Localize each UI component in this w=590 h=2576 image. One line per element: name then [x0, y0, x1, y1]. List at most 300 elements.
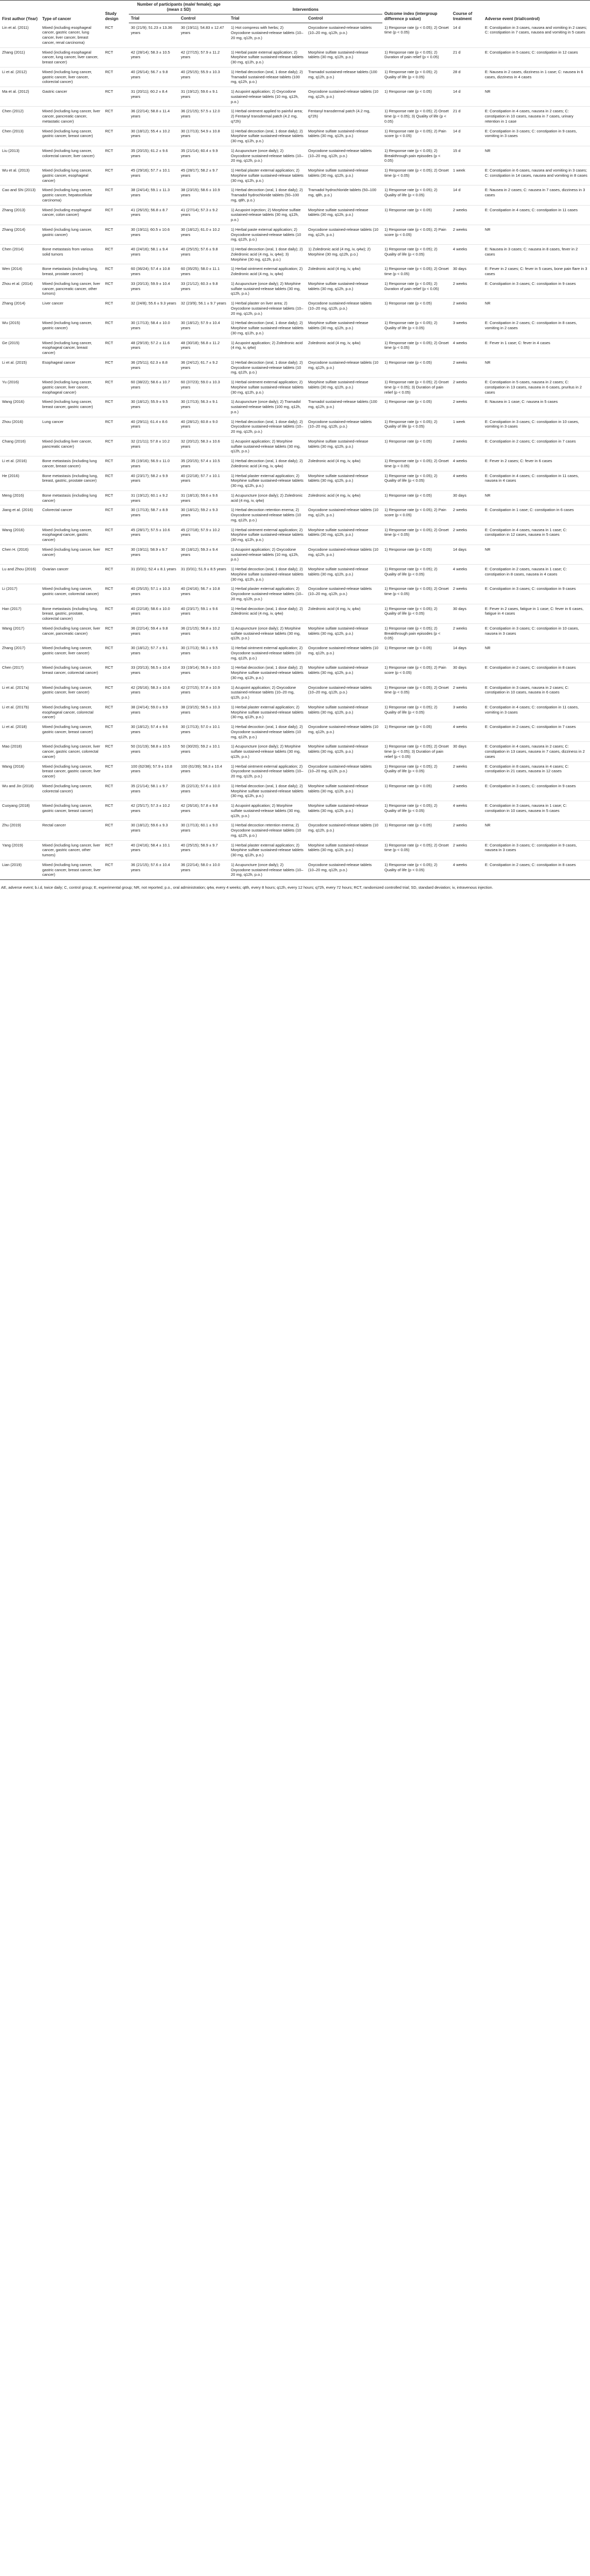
cell-outcome: 1) Response rate (p < 0.05); 2) Pain score (p < 0.05) [382, 505, 451, 525]
cell-course: 14 d [451, 23, 483, 48]
cell-participants-trial: 40 (24/16); 58.1 ± 9.4 years [129, 245, 179, 264]
cell-study: Han (2017) [0, 604, 40, 623]
table-row [0, 471, 590, 490]
cell-intervention-trial: 1) Herbal plaster external application; 2) Morphine sulfate sustained-release tablets (30 mg, q12h, p.o.) [229, 471, 306, 490]
cell-outcome: 1) Response rate (p < 0.05); 2) Quality of life (p < 0.05) [382, 318, 451, 338]
cell-study: Meng (2016) [0, 490, 40, 505]
cell-intervention-control: Fentanyl transdermal patch (4.2 mg, q72h) [306, 107, 382, 126]
cell-participants-control: 60 (37/23); 59.0 ± 10.3 years [179, 378, 229, 397]
cell-study: Wang (2017) [0, 623, 40, 643]
cell-intervention-trial: 1) Acupoint application; 2) Oxycodone sustained-release tablets (10–20 mg, q12h, p.o.) [229, 683, 306, 702]
cell-cancer-type: Mixed (including lung cancer, gastric cancer, liver cancer) [40, 683, 103, 702]
cell-cancer-type: Esophageal cancer [40, 358, 103, 377]
cell-adverse-event: E: Constipation in 3 cases; C: constipation in 9 cases [483, 781, 590, 801]
cell-intervention-control: Oxycodone sustained-release tablets (10–20 mg, q12h, p.o.) [306, 584, 382, 604]
cell-adverse-event: E: Constipation in 4 cases, nausea in 2 cases; C: constipation in 13 cases, nausea in 7 cases, dizziness in 2 cases [483, 742, 590, 761]
cell-study: Zhang (2017) [0, 643, 40, 663]
cell-course: 2 weeks [451, 781, 483, 801]
cell-intervention-control: Zoledronic acid (4 mg, iv, q4w) [306, 264, 382, 279]
cell-outcome: 1) Response rate (p < 0.05); 2) Breakthrough pain episodes (p < 0.05) [382, 146, 451, 165]
cell-intervention-control: Tramadol sustained-release tablets (100 mg, q12h, p.o.) [306, 67, 382, 87]
cell-intervention-trial: 1) Herbal ointment applied to painful area; 2) Fentanyl transdermal patch (4.2 mg, q72h) [229, 107, 306, 126]
cell-participants-control: 33 (19/14); 56.9 ± 10.0 years [179, 663, 229, 683]
cell-intervention-trial: 1) Herbal ointment external application; 2) Oxycodone sustained-release tablets (10–20 mg, q12h, p.o.) [229, 761, 306, 781]
table-row [0, 318, 590, 338]
cell-course: 30 days [451, 604, 483, 623]
study-characteristics-table [0, 0, 590, 880]
table-row [0, 801, 590, 821]
table-row [0, 126, 590, 146]
cell-adverse-event: E: Constipation in 4 cases, nausea in 2 cases; C: constipation in 10 cases, nausea in 7 cases, urinary retention in 1 case [483, 107, 590, 126]
cell-cancer-type: Mixed (including lung cancer, colorectal cancer, liver cancer) [40, 146, 103, 165]
cell-cancer-type: Gastric cancer [40, 87, 103, 107]
cell-study: Chen (2017) [0, 663, 40, 683]
table-row [0, 47, 590, 67]
cell-participants-trial: 35 (20/15); 61.2 ± 9.6 years [129, 146, 179, 165]
cell-cancer-type: Mixed (including lung cancer, breast cancer, gastric cancer) [40, 397, 103, 417]
cell-design: RCT [103, 702, 129, 722]
cell-cancer-type: Mixed (including lung cancer, gastric cancer) [40, 225, 103, 244]
cell-outcome: 1) Response rate (p < 0.05); 2) Onset time (p < 0.05) [382, 338, 451, 358]
cell-study: Wu and Jin (2018) [0, 781, 40, 801]
cell-adverse-event: E: Constipation in 3 cases, nausea in 1 case; C: constipation in 10 cases, nausea in 5 cases [483, 801, 590, 821]
table-row [0, 683, 590, 702]
cell-outcome: 1) Response rate (p < 0.05); 2) Breakthrough pain episodes (p < 0.05) [382, 623, 451, 643]
cell-study: Wang (2016) [0, 397, 40, 417]
cell-adverse-event: E: Constipation in 3 cases; C: constipation in 9 cases [483, 279, 590, 298]
cell-design: RCT [103, 146, 129, 165]
cell-design: RCT [103, 245, 129, 264]
cell-outcome: 1) Response rate (p < 0.05); 2) Quality of life (p < 0.05) [382, 185, 451, 205]
cell-intervention-control: Morphine sulfate sustained-release tablets (30 mg, q12h, p.o.) [306, 742, 382, 761]
cell-cancer-type: Bone metastasis (including lung cancer, breast cancer) [40, 456, 103, 471]
header-study: First author (Year) [0, 1, 40, 23]
cell-intervention-trial: 1) Herbal decoction (oral, 1 dose daily); 2) Oxycodone sustained-release tablets (10 mg, q12h, p.o.) [229, 722, 306, 742]
header-interventions-control: Control [306, 14, 382, 23]
cell-participants-trial: 50 (31/19); 58.8 ± 10.5 years [129, 742, 179, 761]
cell-adverse-event: E: Constipation in 2 cases; C: constipation in 8 cases [483, 860, 590, 879]
table-row [0, 23, 590, 48]
cell-intervention-control: Morphine sulfate sustained-release tablets (30 mg, q12h, p.o.) [306, 378, 382, 397]
cell-design: RCT [103, 264, 129, 279]
table-row [0, 781, 590, 801]
cell-intervention-control: Zoledronic acid (4 mg, iv, q4w) [306, 490, 382, 505]
header-interventions-trial: Trial [229, 14, 306, 23]
header-participants: Number of participants (male/ female); age (mean ± SD) [129, 1, 229, 14]
cell-outcome: 1) Response rate (p < 0.05) [382, 87, 451, 107]
cell-participants-trial: 60 (36/24); 57.4 ± 10.8 years [129, 264, 179, 279]
cell-adverse-event: E: Constipation in 2 cases; C: constipation in 8 cases [483, 663, 590, 683]
cell-outcome: 1) Response rate (p < 0.05); 2) Duration of pain relief (p < 0.05) [382, 47, 451, 67]
cell-design: RCT [103, 722, 129, 742]
cell-design: RCT [103, 643, 129, 663]
cell-cancer-type: Mixed (including lung cancer, gastric cancer, esophageal cancer) [40, 166, 103, 185]
cell-study: Li et al. (2017a) [0, 683, 40, 702]
cell-study: Chen (2013) [0, 126, 40, 146]
cell-adverse-event: NR [483, 358, 590, 377]
cell-intervention-trial: 1) Acupuncture (once daily); 2) Oxycodone sustained-release tablets (10–20 mg, q12h, p.o.) [229, 860, 306, 879]
cell-design: RCT [103, 87, 129, 107]
cell-outcome: 1) Response rate (p < 0.05); 2) Quality of life (p < 0.05) [382, 565, 451, 584]
cell-cancer-type: Colorectal cancer [40, 505, 103, 525]
cell-course: 14 days [451, 643, 483, 663]
cell-design: RCT [103, 565, 129, 584]
cell-outcome: 1) Response rate (p < 0.05); 2) Quality of life (p < 0.05) [382, 67, 451, 87]
cell-intervention-control: Oxycodone sustained-release tablets (10–20 mg, q12h, p.o.) [306, 299, 382, 318]
cell-participants-trial: 100 (62/38); 57.9 ± 10.8 years [129, 761, 179, 781]
header-course: Course of treatment [451, 1, 483, 23]
header-participants-trial: Trial [129, 14, 179, 23]
cell-adverse-event: NR [483, 643, 590, 663]
cell-outcome: 1) Response rate (p < 0.05); 2) Quality of life (p < 0.05) [382, 245, 451, 264]
cell-adverse-event: E: Constipation in 8 cases, nausea in 4 cases; C: constipation in 21 cases, nausea in 12 cases [483, 761, 590, 781]
cell-participants-trial: 30 (17/13); 58.4 ± 10.0 years [129, 318, 179, 338]
cell-intervention-control: Morphine sulfate sustained-release tablets (30 mg, q12h, p.o.) [306, 565, 382, 584]
cell-intervention-trial: 1) Acupuncture (once daily); 2) Morphine sulfate sustained-release tablets (30 mg, q12h, p.o.) [229, 623, 306, 643]
cell-study: Ma et al. (2012) [0, 87, 40, 107]
cell-participants-control: 30 (17/13); 57.0 ± 10.1 years [179, 722, 229, 742]
cell-intervention-trial: 1) Herbal plaster external application; 2) Morphine sulfate sustained-release tablets (30 mg, q12h, p.o.) [229, 840, 306, 860]
cell-participants-control: 30 (18/12); 59.2 ± 9.3 years [179, 505, 229, 525]
cell-design: RCT [103, 185, 129, 205]
cell-adverse-event: E: Constipation in 2 cases; C: constipation in 7 cases [483, 436, 590, 456]
cell-intervention-trial: 1) Herbal decoction retention enema; 2) Oxycodone sustained-release tablets (10 mg, q12h, p.o.) [229, 821, 306, 840]
cell-adverse-event: E: Constipation in 3 cases, nausea in 2 cases; C: constipation in 10 cases, nausea in 6 cases [483, 683, 590, 702]
cell-outcome: 1) Response rate (p < 0.05) [382, 722, 451, 742]
cell-study: Li et al. (2015) [0, 358, 40, 377]
cell-design: RCT [103, 397, 129, 417]
cell-participants-control: 30 (17/13); 54.9 ± 10.8 years [179, 126, 229, 146]
header-cancer-type: Type of cancer [40, 1, 103, 23]
cell-intervention-trial: 1) Herbal decoction (oral, 1 dose daily); 2) Zoledronic acid (4 mg, iv, q4w) [229, 456, 306, 471]
cell-adverse-event: E: Constipation in 3 cases; C: constipation in 9 cases, vomiting in 3 cases [483, 126, 590, 146]
cell-intervention-trial: 1) Herbal plaster external application; 2) Oxycodone sustained-release tablets (10–20 mg, q12h, p.o.) [229, 584, 306, 604]
cell-outcome: 1) Response rate (p < 0.05); 2) Quality of life (p < 0.05) [382, 471, 451, 490]
table-row [0, 525, 590, 545]
cell-design: RCT [103, 67, 129, 87]
cell-adverse-event: E: Constipation in 6 cases, nausea and vomiting in 3 cases; C: constipation in 14 cases, nausea and vomiting in 8 cases [483, 166, 590, 185]
cell-participants-trial: 30 (17/13); 58.7 ± 8.9 years [129, 505, 179, 525]
cell-study: Yang (2019) [0, 840, 40, 860]
cell-course: 4 weeks [451, 801, 483, 821]
cell-intervention-control: Oxycodone sustained-release tablets (10 mg, q12h, p.o.) [306, 821, 382, 840]
cell-intervention-trial: 1) Herbal decoction (oral, 1 dose daily); 2) Oxycodone sustained-release tablets (10 mg, q12h, p.o.) [229, 358, 306, 377]
cell-participants-trial: 30 (18/12); 57.7 ± 9.1 years [129, 643, 179, 663]
cell-intervention-control: Morphine sulfate sustained-release tablets (30 mg, q12h, p.o.) [306, 702, 382, 722]
cell-study: Chang (2016) [0, 436, 40, 456]
cell-intervention-control: Morphine sulfate sustained-release tablets (30 mg, q12h, p.o.) [306, 623, 382, 643]
cell-cancer-type: Mixed (including lung cancer, esophageal cancer, colorectal cancer) [40, 702, 103, 722]
cell-course: 14 d [451, 126, 483, 146]
cell-course: 30 days [451, 490, 483, 505]
cell-participants-trial: 41 (26/15); 56.8 ± 8.7 years [129, 205, 179, 225]
cell-study: Jiang et al. (2016) [0, 505, 40, 525]
cell-participants-control: 42 (27/15); 57.9 ± 11.2 years [179, 47, 229, 67]
table-row [0, 584, 590, 604]
table-row [0, 358, 590, 377]
cell-participants-trial: 45 (29/16); 57.7 ± 10.1 years [129, 166, 179, 185]
cell-participants-control: 36 (21/15); 58.8 ± 10.2 years [179, 623, 229, 643]
cell-participants-trial: 30 (18/12); 55.4 ± 10.2 years [129, 126, 179, 146]
cell-cancer-type: Rectal cancer [40, 821, 103, 840]
cell-design: RCT [103, 801, 129, 821]
cell-cancer-type: Bone metastasis (including lung cancer) [40, 490, 103, 505]
cell-intervention-control: Morphine sulfate sustained-release tablets (30 mg, q12h, p.o.) [306, 663, 382, 683]
cell-design: RCT [103, 860, 129, 879]
cell-course: 2 weeks [451, 505, 483, 525]
cell-cancer-type: Mixed (including esophageal cancer, gastric cancer, lung cancer, liver cancer, breast cancer, renal carcinoma) [40, 23, 103, 48]
cell-intervention-control: Zoledronic acid (4 mg, iv, q4w) [306, 604, 382, 623]
cell-participants-control: 60 (35/25); 58.0 ± 11.1 years [179, 264, 229, 279]
cell-course: 3 weeks [451, 702, 483, 722]
cell-intervention-trial: 1) Herbal ointment external application; 2) Zoledronic acid (4 mg, iv, q4w) [229, 264, 306, 279]
table-row [0, 87, 590, 107]
cell-intervention-control: Oxycodone sustained-release tablets (10 mg, q12h, p.o.) [306, 358, 382, 377]
cell-intervention-control: Morphine sulfate sustained-release tablets (30 mg, q12h, p.o.) [306, 318, 382, 338]
cell-course: 2 weeks [451, 358, 483, 377]
cell-adverse-event: NR [483, 821, 590, 840]
cell-outcome: 1) Response rate (p < 0.05) [382, 299, 451, 318]
cell-study: Zhang (2014) [0, 299, 40, 318]
cell-intervention-control: Oxycodone sustained-release tablets (10 mg, q12h, p.o.) [306, 87, 382, 107]
cell-design: RCT [103, 471, 129, 490]
cell-cancer-type: Mixed (including liver cancer, pancreatic cancer) [40, 436, 103, 456]
cell-course: 30 days [451, 663, 483, 683]
cell-study: Li (2017) [0, 584, 40, 604]
cell-participants-trial: 30 (19/11); 58.9 ± 9.7 years [129, 545, 179, 564]
cell-cancer-type: Bone metastasis from various solid tumors [40, 245, 103, 264]
cell-participants-control: 36 (22/14); 58.0 ± 10.0 years [179, 860, 229, 879]
cell-course: 2 weeks [451, 840, 483, 860]
cell-intervention-trial: 1) Herbal decoction (oral, 1 dose daily); 2) Zoledronic acid (4 mg, iv, q4w); 3) Morphine (30 mg, q12h, p.o.) [229, 245, 306, 264]
cell-design: RCT [103, 456, 129, 471]
cell-participants-trial: 30 (18/12); 55.9 ± 9.5 years [129, 397, 179, 417]
cell-cancer-type: Mixed (including lung cancer, breast cancer, gastric cancer, liver cancer) [40, 761, 103, 781]
cell-outcome: 1) Response rate (p < 0.05) [382, 358, 451, 377]
cell-course: 2 weeks [451, 397, 483, 417]
cell-participants-control: 40 (23/17); 59.1 ± 9.6 years [179, 604, 229, 623]
header-outcome: Outcome index (intergroup difference p value) [382, 1, 451, 23]
table-body [0, 23, 590, 880]
cell-adverse-event: E: Constipation in 3 cases; C: constipation in 10 cases, vomiting in 3 cases [483, 417, 590, 436]
cell-participants-trial: 40 (22/18); 58.6 ± 10.0 years [129, 604, 179, 623]
cell-intervention-trial: 1) Acupuncture (once daily); 2) Oxycodone sustained-release tablets (10–20 mg, q12h, p.o.) [229, 146, 306, 165]
cell-intervention-trial: 1) Herbal decoction (oral, 1 dose daily); 2) Morphine sulfate sustained-release tablets (30 mg, q12h, p.o.) [229, 663, 306, 683]
cell-study: Zhou et al. (2014) [0, 279, 40, 298]
cell-intervention-trial: 1) Herbal paste external application; 2) Morphine sulfate sustained-release tablets (30 mg, q12h, p.o.) [229, 47, 306, 67]
cell-participants-control: 38 (23/15); 58.5 ± 10.3 years [179, 702, 229, 722]
cell-outcome: 1) Response rate (p < 0.05); 2) Onset time (p < 0.05) [382, 23, 451, 48]
cell-intervention-control: Oxycodone sustained-release tablets (10–20 mg, q12h, p.o.) [306, 417, 382, 436]
cell-intervention-trial: 1) Acupuncture (once daily); 2) Tramadol sustained-release tablets (100 mg, q12h, p.o.) [229, 397, 306, 417]
cell-study: Zhang (2013) [0, 205, 40, 225]
cell-intervention-trial: 1) Herbal decoction (oral, 1 dose daily); 2) Morphine sulfate sustained-release tablets (30 mg, q12h, p.o.) [229, 318, 306, 338]
cell-intervention-trial: 1) Herbal decoction (oral, 1 dose daily); 2) Morphine sulfate sustained-release tablets (30 mg, q12h, p.o.) [229, 565, 306, 584]
cell-outcome: 1) Response rate (p < 0.05); 2) Pain score (p < 0.05) [382, 663, 451, 683]
cell-cancer-type: Mixed (including lung cancer, colorectal cancer) [40, 781, 103, 801]
cell-cancer-type: Mixed (including lung cancer, liver cancer, gastric cancer, other tumors) [40, 840, 103, 860]
cell-adverse-event: E: Constipation in 4 cases, nausea in 1 case; C: constipation in 12 cases, nausea in 5 cases [483, 525, 590, 545]
cell-outcome: 1) Response rate (p < 0.05) [382, 490, 451, 505]
cell-participants-control: 36 (21/15); 57.5 ± 12.0 years [179, 107, 229, 126]
cell-participants-trial: 30 (19/11); 60.5 ± 10.6 years [129, 225, 179, 244]
cell-design: RCT [103, 683, 129, 702]
cell-intervention-control: Oxycodone sustained-release tablets (10 mg, q12h, p.o.) [306, 722, 382, 742]
cell-intervention-control: Oxycodone sustained-release tablets (10 mg, q12h, p.o.) [306, 505, 382, 525]
cell-participants-trial: 33 (20/13); 56.5 ± 10.4 years [129, 663, 179, 683]
cell-participants-control: 31 (18/13); 59.6 ± 9.6 years [179, 490, 229, 505]
cell-design: RCT [103, 505, 129, 525]
cell-study: Lu and Zhou (2016) [0, 565, 40, 584]
cell-cancer-type: Mixed (including lung cancer, gastric cancer, liver cancer) [40, 643, 103, 663]
cell-participants-trial: 31 (20/11); 60.2 ± 8.4 years [129, 87, 179, 107]
cell-cancer-type: Mixed (including lung cancer, gastric cancer) [40, 318, 103, 338]
header-interventions: Interventions [229, 1, 382, 14]
cell-design: RCT [103, 318, 129, 338]
cell-participants-trial: 31 (19/12); 60.1 ± 9.2 years [129, 490, 179, 505]
cell-design: RCT [103, 225, 129, 244]
cell-outcome: 1) Response rate (p < 0.05); 2) Onset time (p < 0.05); 3) Duration of pain relief (p < 0.05) [382, 378, 451, 397]
cell-course: 2 weeks [451, 683, 483, 702]
cell-intervention-control: Zoledronic acid (4 mg, iv, q4w) [306, 338, 382, 358]
cell-cancer-type: Mixed (including lung cancer, esophageal cancer, gastric cancer) [40, 525, 103, 545]
cell-course: 30 days [451, 264, 483, 279]
cell-design: RCT [103, 663, 129, 683]
table-row [0, 604, 590, 623]
cell-intervention-control: Morphine sulfate sustained-release tablets (30 mg, q12h, p.o.) [306, 166, 382, 185]
cell-study: Ge (2015) [0, 338, 40, 358]
cell-intervention-trial: 1) Herbal plaster external application; 2) Morphine sulfate sustained-release tablets (30 mg, q12h, p.o.) [229, 702, 306, 722]
cell-study: Cuoyang (2018) [0, 801, 40, 821]
cell-participants-control: 40 (25/15); 57.6 ± 9.8 years [179, 245, 229, 264]
table-row [0, 663, 590, 683]
cell-participants-trial: 42 (26/16); 58.3 ± 10.6 years [129, 683, 179, 702]
cell-participants-trial: 30 (18/12); 59.6 ± 9.3 years [129, 821, 179, 840]
cell-design: RCT [103, 417, 129, 436]
cell-participants-control: 40 (22/18); 57.7 ± 10.1 years [179, 471, 229, 490]
table-row [0, 545, 590, 564]
cell-outcome: 1) Response rate (p < 0.05); 2) Onset time (p < 0.05) [382, 683, 451, 702]
cell-participants-control: 40 (28/12); 60.8 ± 9.0 years [179, 417, 229, 436]
cell-study: Yu (2016) [0, 378, 40, 397]
cell-intervention-control: Morphine sulfate sustained-release tablets (30 mg, q12h, p.o.) [306, 840, 382, 860]
cell-intervention-control: Oxycodone sustained-release tablets (10 mg, q12h, p.o.) [306, 225, 382, 244]
cell-course: 2 weeks [451, 299, 483, 318]
cell-participants-control: 33 (21/12); 60.3 ± 9.8 years [179, 279, 229, 298]
cell-adverse-event: NR [483, 299, 590, 318]
cell-course: 30 days [451, 742, 483, 761]
cell-participants-control: 31 (0/31); 51.9 ± 8.5 years [179, 565, 229, 584]
cell-participants-control: 48 (30/18); 56.8 ± 11.2 years [179, 338, 229, 358]
cell-design: RCT [103, 378, 129, 397]
cell-participants-control: 30 (17/13); 56.3 ± 9.1 years [179, 397, 229, 417]
cell-cancer-type: Mixed (including lung cancer, liver cancer, pancreatic cancer, metastatic cancer) [40, 107, 103, 126]
cell-outcome: 1) Response rate (p < 0.05); 2) Quality of life (p < 0.05) [382, 702, 451, 722]
cell-adverse-event: E: Fever in 2 cases, fatigue in 1 case; C: fever in 6 cases, fatigue in 4 cases [483, 604, 590, 623]
cell-course: 4 weeks [451, 471, 483, 490]
cell-adverse-event: E: Constipation in 3 cases; C: constipation in 9 cases [483, 584, 590, 604]
table-row [0, 840, 590, 860]
cell-participants-trial: 40 (26/14); 56.7 ± 9.8 years [129, 67, 179, 87]
table-row [0, 643, 590, 663]
cell-participants-control: 30 (17/13); 58.1 ± 9.5 years [179, 643, 229, 663]
table-row [0, 490, 590, 505]
cell-participants-trial: 35 (19/16); 56.9 ± 11.0 years [129, 456, 179, 471]
cell-participants-trial: 38 (24/14); 59.0 ± 9.9 years [129, 702, 179, 722]
cell-cancer-type: Mixed (including lung cancer, gastric cancer, colorectal cancer) [40, 584, 103, 604]
cell-adverse-event: E: Nausea in 1 case; C: nausea in 5 cases [483, 397, 590, 417]
cell-study: Li et al. (2017b) [0, 702, 40, 722]
cell-course: 14 d [451, 87, 483, 107]
cell-adverse-event: E: Fever in 2 cases; C: fever in 6 cases [483, 456, 590, 471]
cell-participants-control: 42 (26/16); 57.8 ± 9.8 years [179, 801, 229, 821]
cell-intervention-trial: 1) Herbal decoction (oral, 1 dose daily); 2) Morphine sulfate sustained-release tablets (30 mg, q12h, p.o.) [229, 781, 306, 801]
cell-intervention-control: Oxycodone sustained-release tablets (10 mg, q12h, p.o.) [306, 545, 382, 564]
cell-cancer-type: Mixed (including lung cancer, gastric cancer, breast cancer) [40, 126, 103, 146]
cell-intervention-control: Morphine sulfate sustained-release tablets (30 mg, q12h, p.o.) [306, 47, 382, 67]
cell-design: RCT [103, 584, 129, 604]
cell-intervention-control: Morphine sulfate sustained-release tablets (30 mg, q12h, p.o.) [306, 471, 382, 490]
cell-intervention-control: Oxycodone sustained-release tablets (10–20 mg, q12h, p.o.) [306, 683, 382, 702]
cell-participants-trial: 40 (25/15); 57.1 ± 10.3 years [129, 584, 179, 604]
cell-design: RCT [103, 338, 129, 358]
cell-cancer-type: Mixed (including lung cancer, gastric cancer, breast cancer, liver cancer) [40, 860, 103, 879]
cell-outcome: 1) Response rate (p < 0.05) [382, 397, 451, 417]
cell-adverse-event: E: Nausea in 2 cases, dizziness in 1 case; C: nausea in 6 cases, dizziness in 4 cases [483, 67, 590, 87]
cell-design: RCT [103, 47, 129, 67]
cell-design: RCT [103, 166, 129, 185]
cell-participants-control: 38 (23/15); 58.6 ± 10.9 years [179, 185, 229, 205]
table-row [0, 722, 590, 742]
cell-adverse-event: E: Nausea in 2 cases; C: nausea in 7 cases, dizziness in 3 cases [483, 185, 590, 205]
cell-cancer-type: Mixed (including lung cancer, gastric cancer, liver cancer, esophageal cancer) [40, 378, 103, 397]
cell-intervention-control: Tramadol sustained-release tablets (100 mg, q12h, p.o.) [306, 397, 382, 417]
cell-course: 2 weeks [451, 623, 483, 643]
cell-participants-trial: 36 (22/14); 59.4 ± 9.8 years [129, 623, 179, 643]
cell-outcome: 1) Response rate (p < 0.05) [382, 205, 451, 225]
cell-participants-control: 32 (20/12); 58.3 ± 10.6 years [179, 436, 229, 456]
cell-cancer-type: Bone metastasis (including lung, breast, gastric, prostate, colorectal cancer) [40, 604, 103, 623]
cell-intervention-trial: 1) Herbal decoction (oral, 1 dose daily); 2) Morphine sulfate sustained-release tablets (30 mg, q12h, p.o.) [229, 126, 306, 146]
cell-intervention-trial: 1) Herbal decoction retention enema; 2) Oxycodone sustained-release tablets (10 mg, q12h, p.o.) [229, 505, 306, 525]
table-row [0, 245, 590, 264]
cell-intervention-trial: 1) Herbal decoction (oral, 1 dose daily); 2) Tramadol sustained-release tablets (100 mg, q12h, p.o.) [229, 67, 306, 87]
cell-adverse-event: E: Constipation in 3 cases; C: constipation in 9 cases, nausea in 3 cases [483, 840, 590, 860]
cell-intervention-control: Oxycodone sustained-release tablets (10–20 mg, q12h, p.o.) [306, 146, 382, 165]
cell-course: 21 d [451, 107, 483, 126]
cell-intervention-control: Oxycodone sustained-release tablets (10–20 mg, q12h, p.o.) [306, 761, 382, 781]
cell-study: Chen (2014) [0, 245, 40, 264]
cell-adverse-event: E: Constipation in 4 cases; C: constipation in 11 cases, nausea in 4 cases [483, 471, 590, 490]
table-row [0, 456, 590, 471]
cell-outcome: 1) Response rate (p < 0.05); 2) Quality of life (p < 0.05) [382, 604, 451, 623]
cell-intervention-control: Oxycodone sustained-release tablets (10–20 mg, q12h, p.o.) [306, 23, 382, 48]
cell-outcome: 1) Response rate (p < 0.05) [382, 821, 451, 840]
table-row [0, 279, 590, 298]
cell-study: Wen (2014) [0, 264, 40, 279]
cell-adverse-event: E: Constipation in 3 cases; C: constipation in 10 cases, nausea in 3 cases [483, 623, 590, 643]
cell-participants-control: 30 (18/12); 57.9 ± 10.4 years [179, 318, 229, 338]
cell-study: Zhang (2011) [0, 47, 40, 67]
cell-participants-control: 30 (18/12); 61.0 ± 10.2 years [179, 225, 229, 244]
cell-design: RCT [103, 358, 129, 377]
cell-cancer-type: Mixed (including lung cancer, gastric cancer, breast cancer) [40, 722, 103, 742]
cell-cancer-type: Ovarian cancer [40, 565, 103, 584]
cell-cancer-type: Mixed (including lung cancer, esophageal cancer, breast cancer) [40, 338, 103, 358]
cell-participants-control: 50 (30/20); 59.2 ± 10.1 years [179, 742, 229, 761]
cell-participants-control: 40 (25/15); 55.9 ± 10.3 years [179, 67, 229, 87]
cell-course: 2 weeks [451, 821, 483, 840]
